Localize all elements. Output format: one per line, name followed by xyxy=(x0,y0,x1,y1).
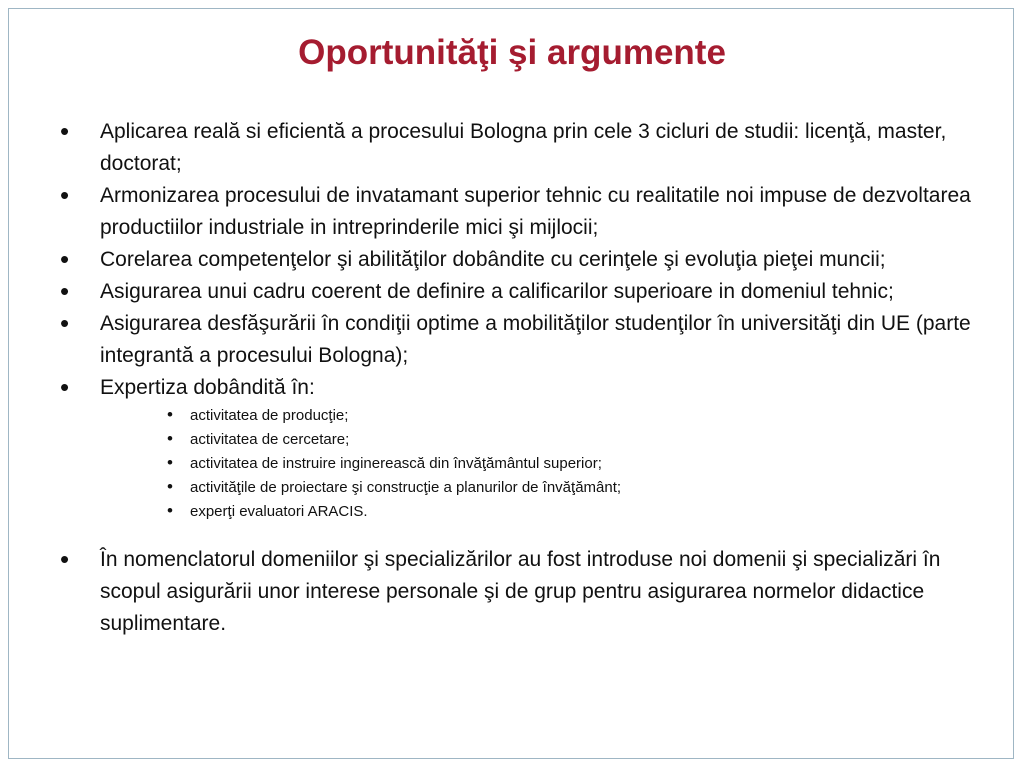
bullet-text: Expertiza dobândită în: xyxy=(100,376,315,399)
sub-bullet-text: activitatea de cercetare; xyxy=(190,431,350,448)
sub-bullet-text: activităţile de proiectare şi construcţie a planurilor de învăţământ; xyxy=(190,479,622,496)
sub-bullet-icon: • xyxy=(167,405,173,424)
sub-bullet-icon: • xyxy=(167,429,173,448)
bullet-item xyxy=(60,544,980,640)
slide-title: Oportunităţi şi argumente xyxy=(298,33,726,72)
bullet-item xyxy=(60,308,980,372)
bullet-text: Aplicarea reală si eficientă a procesului Bologna prin cele 3 cicluri de studii: licenţă, master, doctorat; xyxy=(100,120,947,175)
bullet-icon: • xyxy=(60,544,70,574)
bullet-item xyxy=(60,116,980,180)
bullet-text: Asigurarea unui cadru coerent de definire a calificarilor superioare in domeniul tehnic; xyxy=(100,280,894,303)
bullet-text: Armonizarea procesului de invatamant superior tehnic cu realitatile noi impuse de dezvoltarea productiilor industriale in intreprinderile mici şi mijlocii; xyxy=(100,184,971,239)
bullet-icon: • xyxy=(60,180,70,210)
bullet-text: Asigurarea desfăşurării în condiţii optime a mobilităţilor studenţilor în universităţi din UE (parte integrantă a procesului Bologna); xyxy=(100,312,971,367)
bullet-icon: • xyxy=(60,276,70,306)
sub-bullet-item xyxy=(60,452,980,476)
bullet-icon: • xyxy=(60,308,70,338)
sub-bullet-text: experţi evaluatori ARACIS. xyxy=(190,503,368,520)
sub-bullet-item xyxy=(60,404,980,428)
bullet-text: În nomenclatorul domeniilor şi specializărilor au fost introduse noi domenii şi specializări în scopul asigurării unor interese personale şi de grup pentru asigurarea normelor didactice suplimentare. xyxy=(100,548,941,635)
bullet-icon: • xyxy=(60,116,70,146)
sub-bullet-icon: • xyxy=(167,453,173,472)
bullet-text: Corelarea competenţelor şi abilităţilor dobândite cu cerinţele şi evoluţia pieţei muncii; xyxy=(100,248,886,271)
sub-bullet-item xyxy=(60,428,980,452)
bullet-icon: • xyxy=(60,244,70,274)
sub-bullet-list xyxy=(60,404,980,524)
sub-bullet-item xyxy=(60,500,980,524)
sub-bullet-text: activitatea de producţie; xyxy=(190,407,349,424)
sub-bullet-icon: • xyxy=(167,501,173,520)
sub-bullet-icon: • xyxy=(167,477,173,496)
bullet-icon: • xyxy=(60,372,70,402)
bullet-item xyxy=(60,372,980,404)
sub-bullet-item xyxy=(60,476,980,500)
bullet-item xyxy=(60,244,980,276)
sub-bullet-text: activitatea de instruire inginerească din învăţământul superior; xyxy=(190,455,602,472)
bullet-list xyxy=(60,116,980,640)
bullet-item xyxy=(60,276,980,308)
bullet-item xyxy=(60,180,980,244)
